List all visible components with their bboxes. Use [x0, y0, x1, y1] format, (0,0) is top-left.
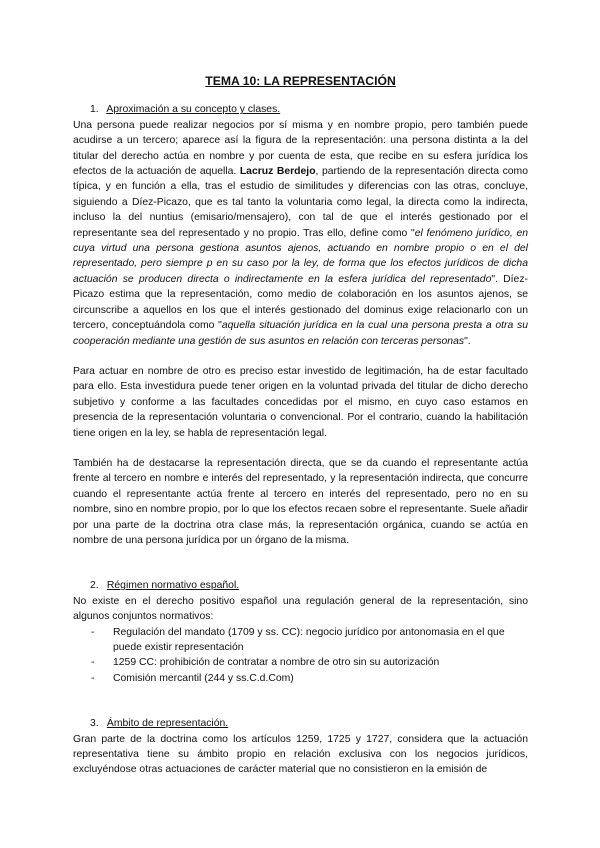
page-title: TEMA 10: LA REPRESENTACIÓN	[205, 74, 396, 88]
section-heading-1	[73, 102, 528, 117]
text-run: Una persona puede realizar negocios por sí misma y en nombre propio, pero también puede acudirse a un tercero; aparece así la figura de la representación: una persona distinta a la del titular del derecho actúa en nombre y por cuenta de esta, que recibe en su esfera jurídica los efectos de la actuación de aquella.	[73, 119, 528, 178]
text-run: ".	[464, 335, 471, 347]
list-item: - Comisión mercantil (244 y ss.C.d.Com)	[91, 671, 528, 686]
norm-list	[73, 625, 528, 687]
quoted-definition: el fenómeno jurídico, en cuya virtud una persona gestiona asuntos ajenos, actuando en nombre propio o en el del representado, pero siempre p en su caso por la ley, de forma que los efectos jurídicos de dicha actuación se producen directa o indirectamente en la esfera jurídica del representado	[73, 227, 528, 285]
list-item: - Regulación del mandato (1709 y ss. CC): negocio jurídico por antonomasia en el que puede existir representación	[91, 625, 528, 656]
paragraph: Para actuar en nombre de otro es preciso estar investido de legitimación, ha de estar facultado para ello. Esta investidura puede tener origen en la voluntad privada del titular de dicho derecho subjetivo y conforme a las facultades concedidas por el mismo, en cuyo caso estamos en presencia de la representación voluntaria o convencional. Por el contrario, cuando la habilitación tiene origen en la ley, se habla de representación legal.	[73, 365, 528, 439]
section-title: Ámbito de representación.	[106, 718, 229, 730]
list-item: - 1259 CC: prohibición de contratar a nombre de otro sin su autorización	[91, 655, 528, 670]
section-title: Régimen normativo español.	[106, 580, 240, 592]
text-run: , partiendo de la representación directa como típica, y en función a ella, tras el estudio de similitudes y diferencias con las otras, concluye, siguiendo a Díez-Picazo, que es tal tanto la voluntaria como legal, la directa como la indirecta, incluso la del nuntius (emisario/mensajero), con tal de que el interés gestionado por el representante sea del representado y no propio. Tras ello, define como "	[73, 166, 528, 239]
paragraph: También ha de destacarse la representación directa, que se da cuando el representante actúa frente al tercero en nombre e interés del representado, y la representación indirecta, que concurre cuando el representante actúa frente al tercero en interés del representado, pero no en su nombre, sino en nombre propio, por lo que los efectos recaen sobre el representante. Suele añadir por una parte de la doctrina otra clase más, la representación orgánica, cuando se actúa en nombre de una persona jurídica por un órgano de la misma.	[73, 457, 528, 546]
paragraph: No existe en el derecho positivo español una regulación general de la representación, sino algunos conjuntos normativos:	[73, 595, 528, 623]
section-title: Aproximación a su concepto y clases.	[106, 104, 281, 116]
section-number: 2.	[90, 580, 99, 592]
section-number: 1.	[90, 104, 99, 116]
text-run: ". Díez-Picazo estima que la representación, como medio de colaboración en los asuntos ajenos, se circunscribe a aquellos en los que el interés gestionado del dominus exige relacionarlo con un tercero, conceptuándola como "	[73, 273, 528, 332]
section-heading-2	[73, 578, 528, 593]
section-heading-3	[73, 716, 528, 731]
author-name: Lacruz Berdejo	[239, 166, 316, 178]
quoted-definition: aquella situación jurídica en la cual una persona presta a otra su cooperación mediante una gestión de sus asuntos en relación con terceras personas	[73, 320, 528, 347]
paragraph: Gran parte de la doctrina como los artículos 1259, 1725 y 1727, considera que la actuación representativa tiene su ámbito propio en relación exclusiva con los negocios jurídicos, excluyéndose otras actuaciones de carácter material que no consistieron en la emisión de	[73, 733, 528, 776]
paragraph	[73, 118, 528, 349]
section-number: 3.	[90, 718, 99, 730]
